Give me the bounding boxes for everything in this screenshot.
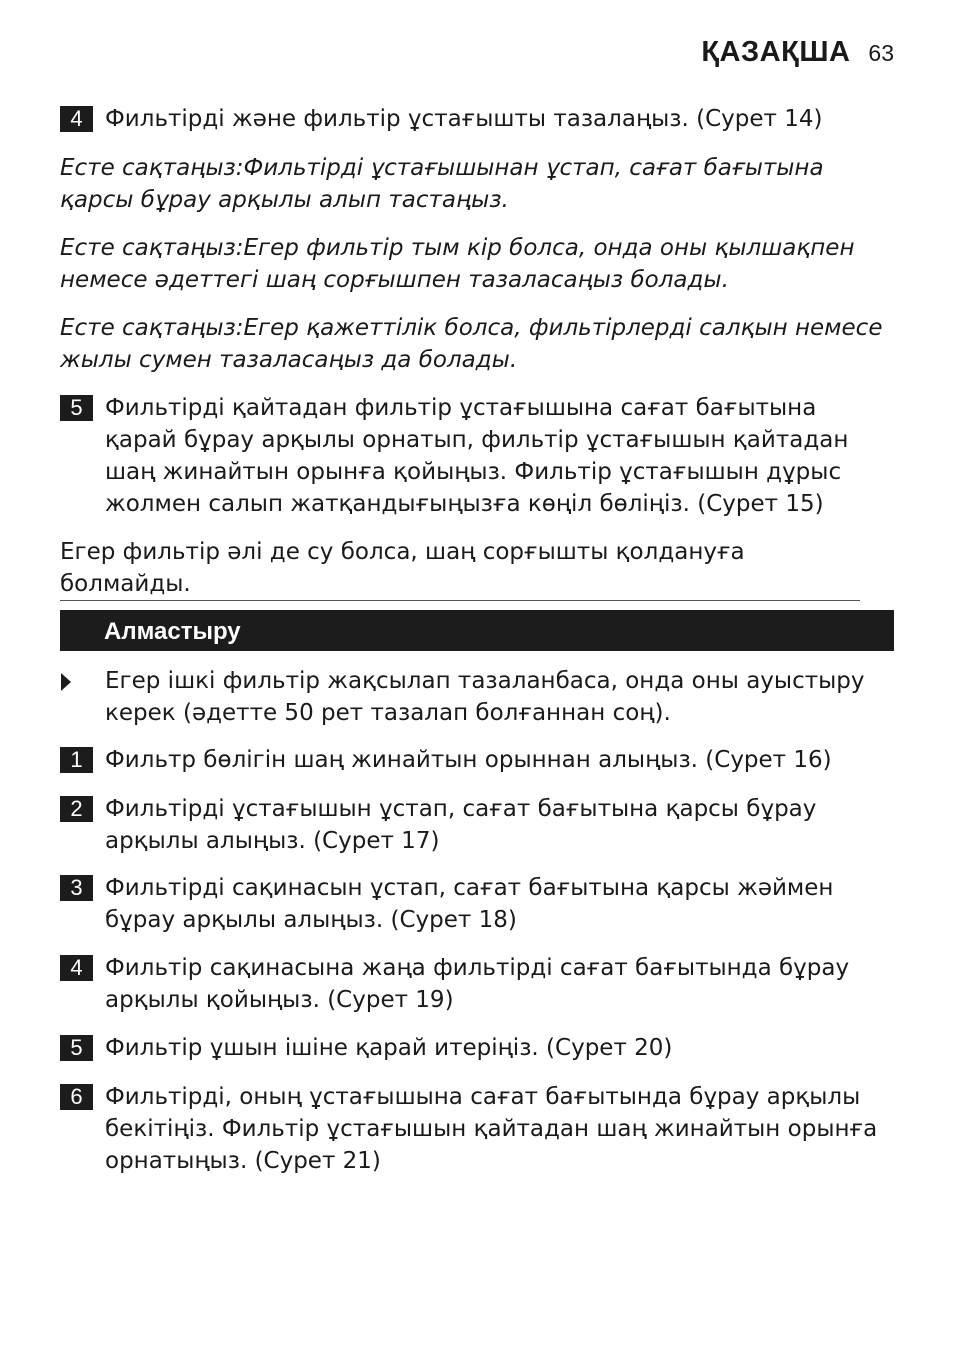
- note-text: Есте сақтаңыз:Фильтірді ұстағышынан ұстап, сағат бағытына қарсы бұрау арқылы алып тастаңыз.: [60, 155, 824, 213]
- bullet-item: [60, 665, 894, 729]
- step-item: [60, 793, 894, 857]
- page-number: 63: [868, 40, 894, 66]
- section-title-bar: [60, 610, 894, 651]
- section-title: Алмастыру: [104, 618, 241, 645]
- warning-text: Егер фильтір әлі де су болса, шаң сорғышты қолдануға болмайды.: [60, 536, 860, 601]
- page-header: [701, 36, 894, 69]
- bullet-text: Егер ішкі фильтір жақсылап тазаланбаса, онда оны ауыстыру керек (әдетте 50 рет тазалап болғаннан соң).: [105, 668, 865, 726]
- step-text: Фильтірді, оның ұстағышына сағат бағытында бұрау арқылы бекітіңіз. Фильтір ұстағышын қайтадан шаң жинайтын орынға орнатыңыз. (Сурет 21): [105, 1084, 878, 1174]
- step-item: [60, 1081, 894, 1177]
- step-item: [60, 392, 894, 520]
- triangle-bullet-icon: [61, 673, 71, 691]
- step-number-badge: 2: [60, 796, 93, 822]
- step-item: [60, 872, 894, 936]
- step-text: Фильтр бөлігін шаң жинайтын орыннан алыңыз. (Сурет 16): [105, 747, 832, 773]
- note-text: Есте сақтаңыз:Егер фильтір тым кір болса, онда оны қылшақпен немесе әдеттегі шаң сорғышпен тазаласаңыз болады.: [60, 235, 855, 293]
- step-number-badge: 3: [60, 875, 93, 901]
- step-number-badge: 4: [60, 106, 93, 132]
- step-text: Фильтірді ұстағышын ұстап, сағат бағытына қарсы бұрау арқылы алыңыз. (Сурет 17): [105, 796, 817, 854]
- note-text: Есте сақтаңыз:Егер қажеттілік болса, фильтірлерді салқын немесе жылы сумен тазаласаңыз да болады.: [60, 315, 883, 373]
- step-number-badge: 1: [60, 747, 93, 773]
- step-text: Фильтір ұшын ішіне қарай итеріңіз. (Сурет 20): [105, 1035, 673, 1061]
- step-item: [60, 744, 894, 776]
- step-text: Фильтірді қайтадан фильтір ұстағышына сағат бағытына қарай бұрау арқылы орнатып, фильтір ұстағышын қайтадан шаң жинайтын орынға қойыңыз. Фильтір ұстағышын дұрыс жолмен салып жатқандығыңызға көңіл бөліңіз. (Сурет 15): [105, 395, 849, 517]
- step-item: [60, 952, 894, 1016]
- step-number-badge: 5: [60, 1035, 93, 1061]
- step-number-badge: 5: [60, 395, 93, 421]
- step-text: Фильтірді және фильтір ұстағышты тазалаңыз. (Сурет 14): [105, 106, 823, 132]
- language-heading: ҚАЗАҚША: [701, 36, 851, 68]
- step-number-badge: 4: [60, 955, 93, 981]
- step-number-badge: 6: [60, 1084, 93, 1110]
- step-text: Фильтір сақинасына жаңа фильтірді сағат бағытында бұрау арқылы қойыңыз. (Сурет 19): [105, 955, 850, 1013]
- step-item: [60, 103, 894, 135]
- step-text: Фильтірді сақинасын ұстап, сағат бағытына қарсы жәймен бұрау арқылы алыңыз. (Сурет 18): [105, 875, 834, 933]
- step-item: [60, 1032, 894, 1064]
